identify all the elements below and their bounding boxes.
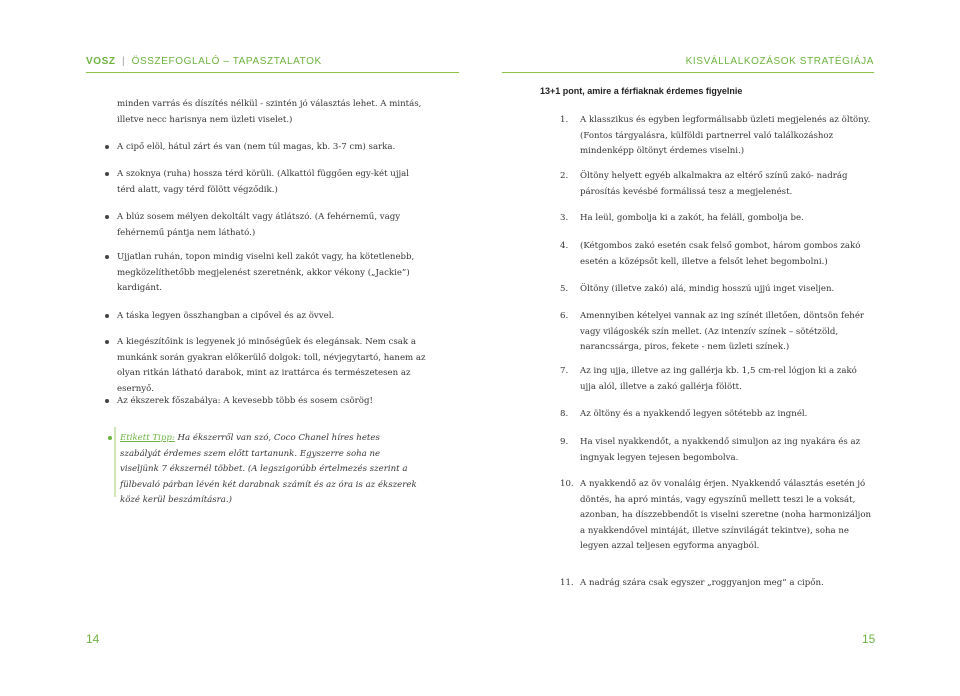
bullet-icon <box>105 340 109 344</box>
item-text: Öltöny helyett egyéb alkalmakra az eltérő színű zakó- nadrág párosítás kevésbé formálissá tesz a megjelenést. <box>580 171 848 197</box>
page-number-right: 15 <box>862 632 876 646</box>
list-item-text: Ujjatlan ruhán, topon mindig viselni kell zakót vagy, ha kötetlenebb, megközelíthetőbb megjelenést szeretnénk, akkor vékony („Jackie”) kardigánt. <box>117 252 415 293</box>
list-item-text: A szoknya (ruha) hossza térd körüli. (Alkattól függően egy-két ujjal térd alatt, vagy térd fölött végződik.) <box>117 169 410 195</box>
list-item <box>117 167 429 198</box>
bullet-icon <box>105 255 109 259</box>
item-number: 9. <box>560 437 569 447</box>
left-running-header <box>86 56 322 67</box>
item-number: 5. <box>560 284 569 294</box>
header-section: ÖSSZEFOGLALÓ – TAPASZTALATOK <box>131 56 322 67</box>
item-number: 11. <box>560 578 574 588</box>
continued-text: minden varrás és díszítés nélkül - szintén jó választás lehet. A mintás, illetve necc harisnya nem üzleti viselet.) <box>117 99 422 125</box>
tip-accent-bar <box>114 427 116 497</box>
item-text: A nadrág szára csak egyszer „roggyanjon meg” a cipőn. <box>580 578 824 588</box>
list-item-text: A blúz sosem mélyen dekoltált vagy átlátszó. (A fehérnemű, vagy fehérnemű pántja nem látható.) <box>117 212 401 238</box>
item-number: 10. <box>560 479 574 489</box>
right-header-rule <box>502 72 874 73</box>
bullet-icon <box>105 314 109 318</box>
item-text: Öltöny (illetve zakó) alá, mindig hosszú ujjú inget viseljen. <box>580 284 835 294</box>
item-text: A nyakkendő az öv vonaláig érjen. Nyakkendő választás esetén jó döntés, ha apró mintás, vagy egyszínű mellett teszi le a voksát, azonban, ha díszzebbendőt is viselni szeretne (noha harmonizáljon a nyakkendővel mintáját, illetve színvilágát tekintve), soha ne legyen azzal teljesen egyforma anyagból. <box>580 479 872 551</box>
list-item-text: A táska legyen összhangban a cipővel és az övvel. <box>117 311 335 321</box>
list-item <box>117 394 429 410</box>
list-item <box>117 210 429 241</box>
list-item <box>117 335 429 397</box>
item-text: Ha leül, gombolja ki a zakót, ha feláll, gombolja be. <box>580 213 804 223</box>
tip-label: Etikett Tipp: <box>120 433 175 443</box>
bullet-icon <box>105 399 109 403</box>
etiquette-tip <box>120 431 420 509</box>
right-running-header: KISVÁLLALKOZÁSOK STRATÉGIÁJA <box>685 56 874 67</box>
list-item-text: A cipő elöl, hátul zárt és van (nem túl magas, kb. 3-7 cm) sarka. <box>117 142 396 152</box>
item-text: (Kétgombos zakó esetén csak felső gombot, három gombos zakó esetén a középsőt kell, illetve a felsőt lehet begombolni.) <box>580 241 861 267</box>
header-brand: VOSZ <box>86 56 116 67</box>
item-text: Az öltöny és a nyakkendő legyen sötétebb az ingnél. <box>580 409 808 419</box>
item-number: 2. <box>560 171 569 181</box>
tip-text: Ha ékszerről van szó, Coco Chanel híres hetes szabályát érdemes szem előtt tartanunk. Egyszerre soha ne viseljünk 7 ékszernél többet. (A legszigorúbb értelmezés szerint a fülbevaló párban lévén két darabnak számít és az óra is az ékszerek közé kerül beszámításra.) <box>120 433 417 505</box>
item-number: 6. <box>560 311 569 321</box>
bullet-icon <box>105 172 109 176</box>
item-number: 4. <box>560 241 569 251</box>
section-title: 13+1 pont, amire a férfiaknak érdemes figyelnie <box>540 86 743 96</box>
item-text: Az ing ujja, illetve az ing gallérja kb. 1,5 cm-rel lógjon ki a zakó ujja alól, illetve a zakó gallérja fölött. <box>580 366 857 392</box>
item-number: 1. <box>560 115 569 125</box>
list-item <box>117 309 429 325</box>
list-item <box>117 250 429 297</box>
bullet-icon <box>105 215 109 219</box>
bullet-icon <box>105 145 109 149</box>
item-number: 3. <box>560 213 569 223</box>
item-number: 8. <box>560 409 569 419</box>
item-text: A klasszikus és egyben legformálisabb üzleti megjelenés az öltöny. (Fontos tárgyalásra, külföldi partnerrel való találkozáshoz mindenképp öltönyt érdemes viselni.) <box>580 115 871 156</box>
item-text: Ha visel nyakkendőt, a nyakkendő simuljon az ing nyakára és az ingnyak legyen tejesen begombolva. <box>580 437 861 463</box>
list-item <box>117 140 429 156</box>
tip-bullet-icon <box>108 436 112 440</box>
item-text: Amennyiben kételyei vannak az ing színét illetően, döntsön fehér vagy világoskék szín mellet. (Az intenzív színek – sötétzöld, narancssárga, piros, fekete - nem üzleti színek.) <box>580 311 865 352</box>
list-item-text: Az ékszerek főszabálya: A kevesebb több és sosem csörög! <box>117 396 373 406</box>
page-number-left: 14 <box>86 632 100 646</box>
header-separator: | <box>122 56 126 67</box>
item-number: 7. <box>560 366 569 376</box>
list-item-text: A kiegészítőink is legyenek jó minőségűek és elegánsak. Nem csak a munkánk során gyakran előkerülő dolgok: toll, névjegytartó, hanem az olyan ritkán látható darabok, mint az irattárca és természetesen az esernyő. <box>117 337 426 394</box>
left-header-rule <box>86 72 459 73</box>
